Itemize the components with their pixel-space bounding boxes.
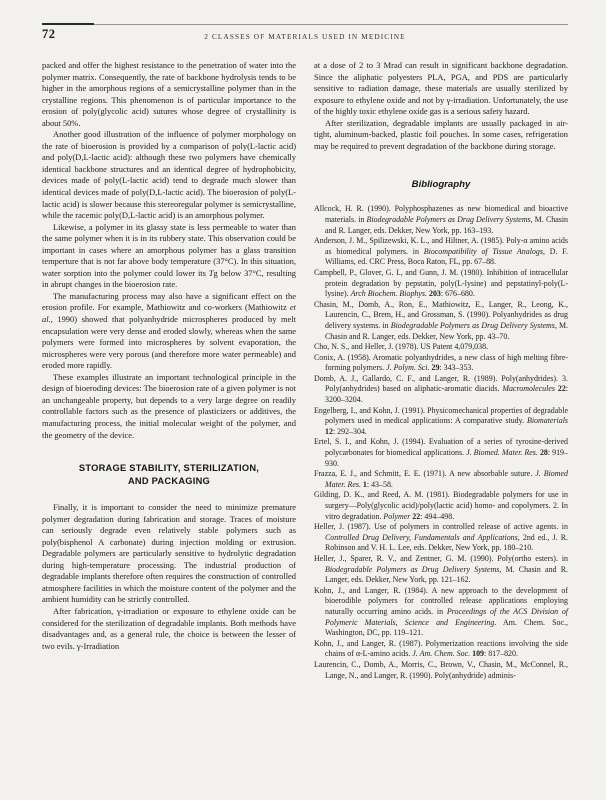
paragraph: at a dose of 2 to 3 Mrad can result in significant backbone degradation. Since the aliphatic polyesters PLA, PGA, and PDS are particularly sensitive to radiation damage, these materials are usually sterilized by exposure to ethylene oxide and not by γ-irradiation. Unfortunately, the use of the highly toxic ethylene oxide gas is a serious safety hazard. — [314, 60, 568, 117]
reference-entry: Gilding, D. K., and Reed, A. M. (1981). Biodegradable polymers for use in surgery—Poly(glycolic acid)/poly(lactic acid) homo- and copolymers. 2. In vitro degradation. Polymer 22: 494–498. — [314, 490, 568, 521]
left-column — [42, 60, 296, 681]
bibliography-heading: Bibliography — [411, 179, 471, 191]
running-header — [42, 24, 568, 46]
reference-entry: Kohn, J., and Langer, R. (1984). A new approach to the development of bioerodible polymers for controlled release applications employing naturally occurring amino acids. in Proceedings of the ACS Division of Polymeric Materials, Science and Engineering. Am. Chem. Soc., Washington, DC, pp. 119–121. — [314, 585, 569, 638]
two-column-layout — [42, 60, 568, 681]
section-heading-line1: STORAGE STABILITY, STERILIZATION, — [78, 463, 260, 474]
reference-entry: Kohn, J., and Langer, R. (1987). Polymerization reactions involving the side chains of α-L-amino acids. J. Am. Chem. Soc. 109: 817–820. — [314, 638, 568, 659]
reference-entry: Frazza, E. J., and Schmitt, E. E. (1971). A new absorbable suture. J. Biomed Mater. Res. 1: 43–58. — [314, 469, 568, 489]
paragraph: These examples illustrate an important technological principle in the design of bioeroding devices: The bioerosion rate of a given polymer is not an unchangeable property, but depends to a very large degree on readily controllable factors such as the presence of plasticizers or additives, the manufacturing process, the initial molecular weight of the polymer, and the geometry of the device. — [42, 371, 296, 440]
paragraph: After fabrication, γ-irradiation or exposure to ethylene oxide can be considered for the sterilization of degradable implants. Both methods have disadvantages and, as a general rule, the choice is between the lesser of two evils. γ-Irradiation — [42, 605, 296, 651]
chapter-title: 2 CLASSES OF MATERIALS USED IN MEDICINE — [204, 32, 406, 41]
reference-entry: Conix, A. (1958). Aromatic polyanhydrides, a new class of high melting fibre-forming polymers. J. Polym. Sci. 29: 343–353. — [314, 352, 568, 373]
section-heading — [42, 462, 296, 487]
reference-entry: Heller, J. (1987). Use of polymers in controlled release of active agents. in Controlled Drug Delivery, Fundamentals and Applications, 2nd ed., J. R. Robinson and V. H. L. Lee, eds. Dekker, New York, pp. 180–210. — [314, 522, 568, 553]
reference-entry: Cho, N. S., and Heller, J. (1978). US Patent 4,079,038. — [314, 342, 489, 352]
paragraph: packed and offer the highest resistance to the penetration of water into the polymer matrix. Consequently, the rate of backbone hydrolysis tends to be higher in the amorphous regions of a semicrystalline polymer than in the crystalline regions. This phenomenon is of particular importance to the erosion of poly(glycolic acid) sutures whose degree of crystallinity is about 50%. — [42, 60, 296, 128]
paragraph: Another good illustration of the influence of polymer morphology on the rate of bioerosion is provided by a comparison of poly(L-lactic acid) and poly(D,L-lactic acid): although these two polymers have chemically identical backbone structures and an identical degree of hydrophobicity, devices made of poly(L-lactic acid) tend to degrade much slower than identical devices made of poly(D,L-lactic acid). The bioerosion of poly(L-lactic acid) is slower because this stereoregular polymer is semicrystalline, while the racemic poly(D,L-lactic acid) is an amorphous polymer. — [42, 129, 296, 221]
reference-list — [314, 204, 568, 681]
paragraph: Finally, it is important to consider the need to minimize premature polymer degradation during fabrication and storage. Traces of moisture can seriously degrade even relatively stable polymers such as poly(bisphenol A carbonate) during injection molding or extrusion. Degradable polymers are particularly sensitive to hydrolytic degradation during high-temperature processing. The industrial production of degradable implants therefore often requires the construction of controlled atmosphere facilities in which the moisture content of the polymer and the ambient humidity can be strictly controlled. — [42, 502, 296, 605]
reference-entry: Chasin, M., Domb, A., Ron, E., Mathiowitz, E., Langer, R., Leong, K., Laurencin, C., Brem, H., and Grossman, S. (1990). Polyanhydrides as drug delivery systems. in Biodegradable Polymers as Drug Delivery Systems, M. Chasin and R. Langer, eds. Dekker, New York, pp. 43–70. — [314, 299, 568, 341]
header-rule — [42, 23, 94, 26]
paragraph: After sterilization, degradable implants are usually packaged in air-tight, aluminum-backed, plastic foil pouches. In some cases, refrigeration may be required to prevent degradation of the backbone during storage. — [314, 117, 568, 151]
reference-entry: Domb, A. J., Gallardo, C. F., and Langer, R. (1989). Poly(anhydrides). 3. Poly(anhydrides) based on aliphatic-aromatic diacids. Macromolecules 22: 3200–3204. — [314, 373, 568, 405]
paragraph: Likewise, a polymer in its glassy state is less permeable to water than the same polymer when it is in its rubbery state. This observation could be important in cases where an amorphous polymer has a glass transition temperture that is not far above body temperature (37°C). In this situation, water sorption into the polymer could lower its Tg below 37°C, resulting in abrupt changes in the bioerosion rate. — [42, 221, 297, 290]
paragraph: The manufacturing process may also have a significant effect on the erosion profile. For example, Mathiowitz and co-workers (Mathiowitz et al., 1990) showed that polyanhydride microspheres produced by melt encapsulation were very dense and eroded slowly, whereas when the same polymers were formed into microspheres by solvent evaporation, the microspheres were very porous (and therefore more water permeable) and eroded more rapidly. — [42, 290, 296, 371]
reference-entry: Engelberg, I., and Kohn, J. (1991). Physicomechanical properties of degradable polymers used in medical applications: A comparative study. Biomaterials 12: 292–304. — [314, 405, 568, 436]
reference-entry: Campbell, P., Glover, G. I., and Gunn, J. M. (1980). Inhibition of intracellular protein degradation by pepstatin, poly(L-lysine) and pepstatinyl-poly(L-lysine). Arch Biochem. Biophys. 203: 676–680. — [314, 267, 568, 299]
reference-entry: Laurencin, C., Domb, A., Morris, C., Brown, V., Chasin, M., McConnel, R., Lange, N., and Langer, R. (1990). Poly(anhydride) adminis- — [314, 659, 568, 680]
right-column — [314, 60, 568, 681]
reference-entry: Heller, J., Sparer, R. V., and Zentner, G. M. (1990). Poly(ortho esters). in Biodegradable Polymers as Drug Delivery Systems, M. Chasin and R. Langer, eds. Dekker, New York, pp. 121–162. — [314, 553, 568, 585]
page-number: 72 — [42, 27, 56, 41]
section-heading-line2: AND PACKAGING — [127, 475, 211, 486]
reference-entry: Allcock, H. R. (1990). Polyphosphazenes as new biomedical and bioactive materials. in Biodegradable Polymers as Drug Delivery Systems, M. Chasin and R. Langer, eds. Dekker, New York, pp. 163–193. — [314, 204, 569, 235]
reference-entry: Anderson, J. M., Spilizewski, K. L., and Hiltner, A. (1985). Poly-α amino acids as biomedical polymers. in Biocompatibility of Tissue Analogs, D. F. Williams, ed. CRC Press, Boca Raton, FL, pp. 67–88. — [314, 236, 569, 267]
reference-entry: Ertel, S. I., and Kohn, J. (1994). Evaluation of a series of tyrosine-derived polycarbonates for biomedical applications. J. Biomed. Mater. Res. 28: 919–930. — [314, 437, 568, 468]
